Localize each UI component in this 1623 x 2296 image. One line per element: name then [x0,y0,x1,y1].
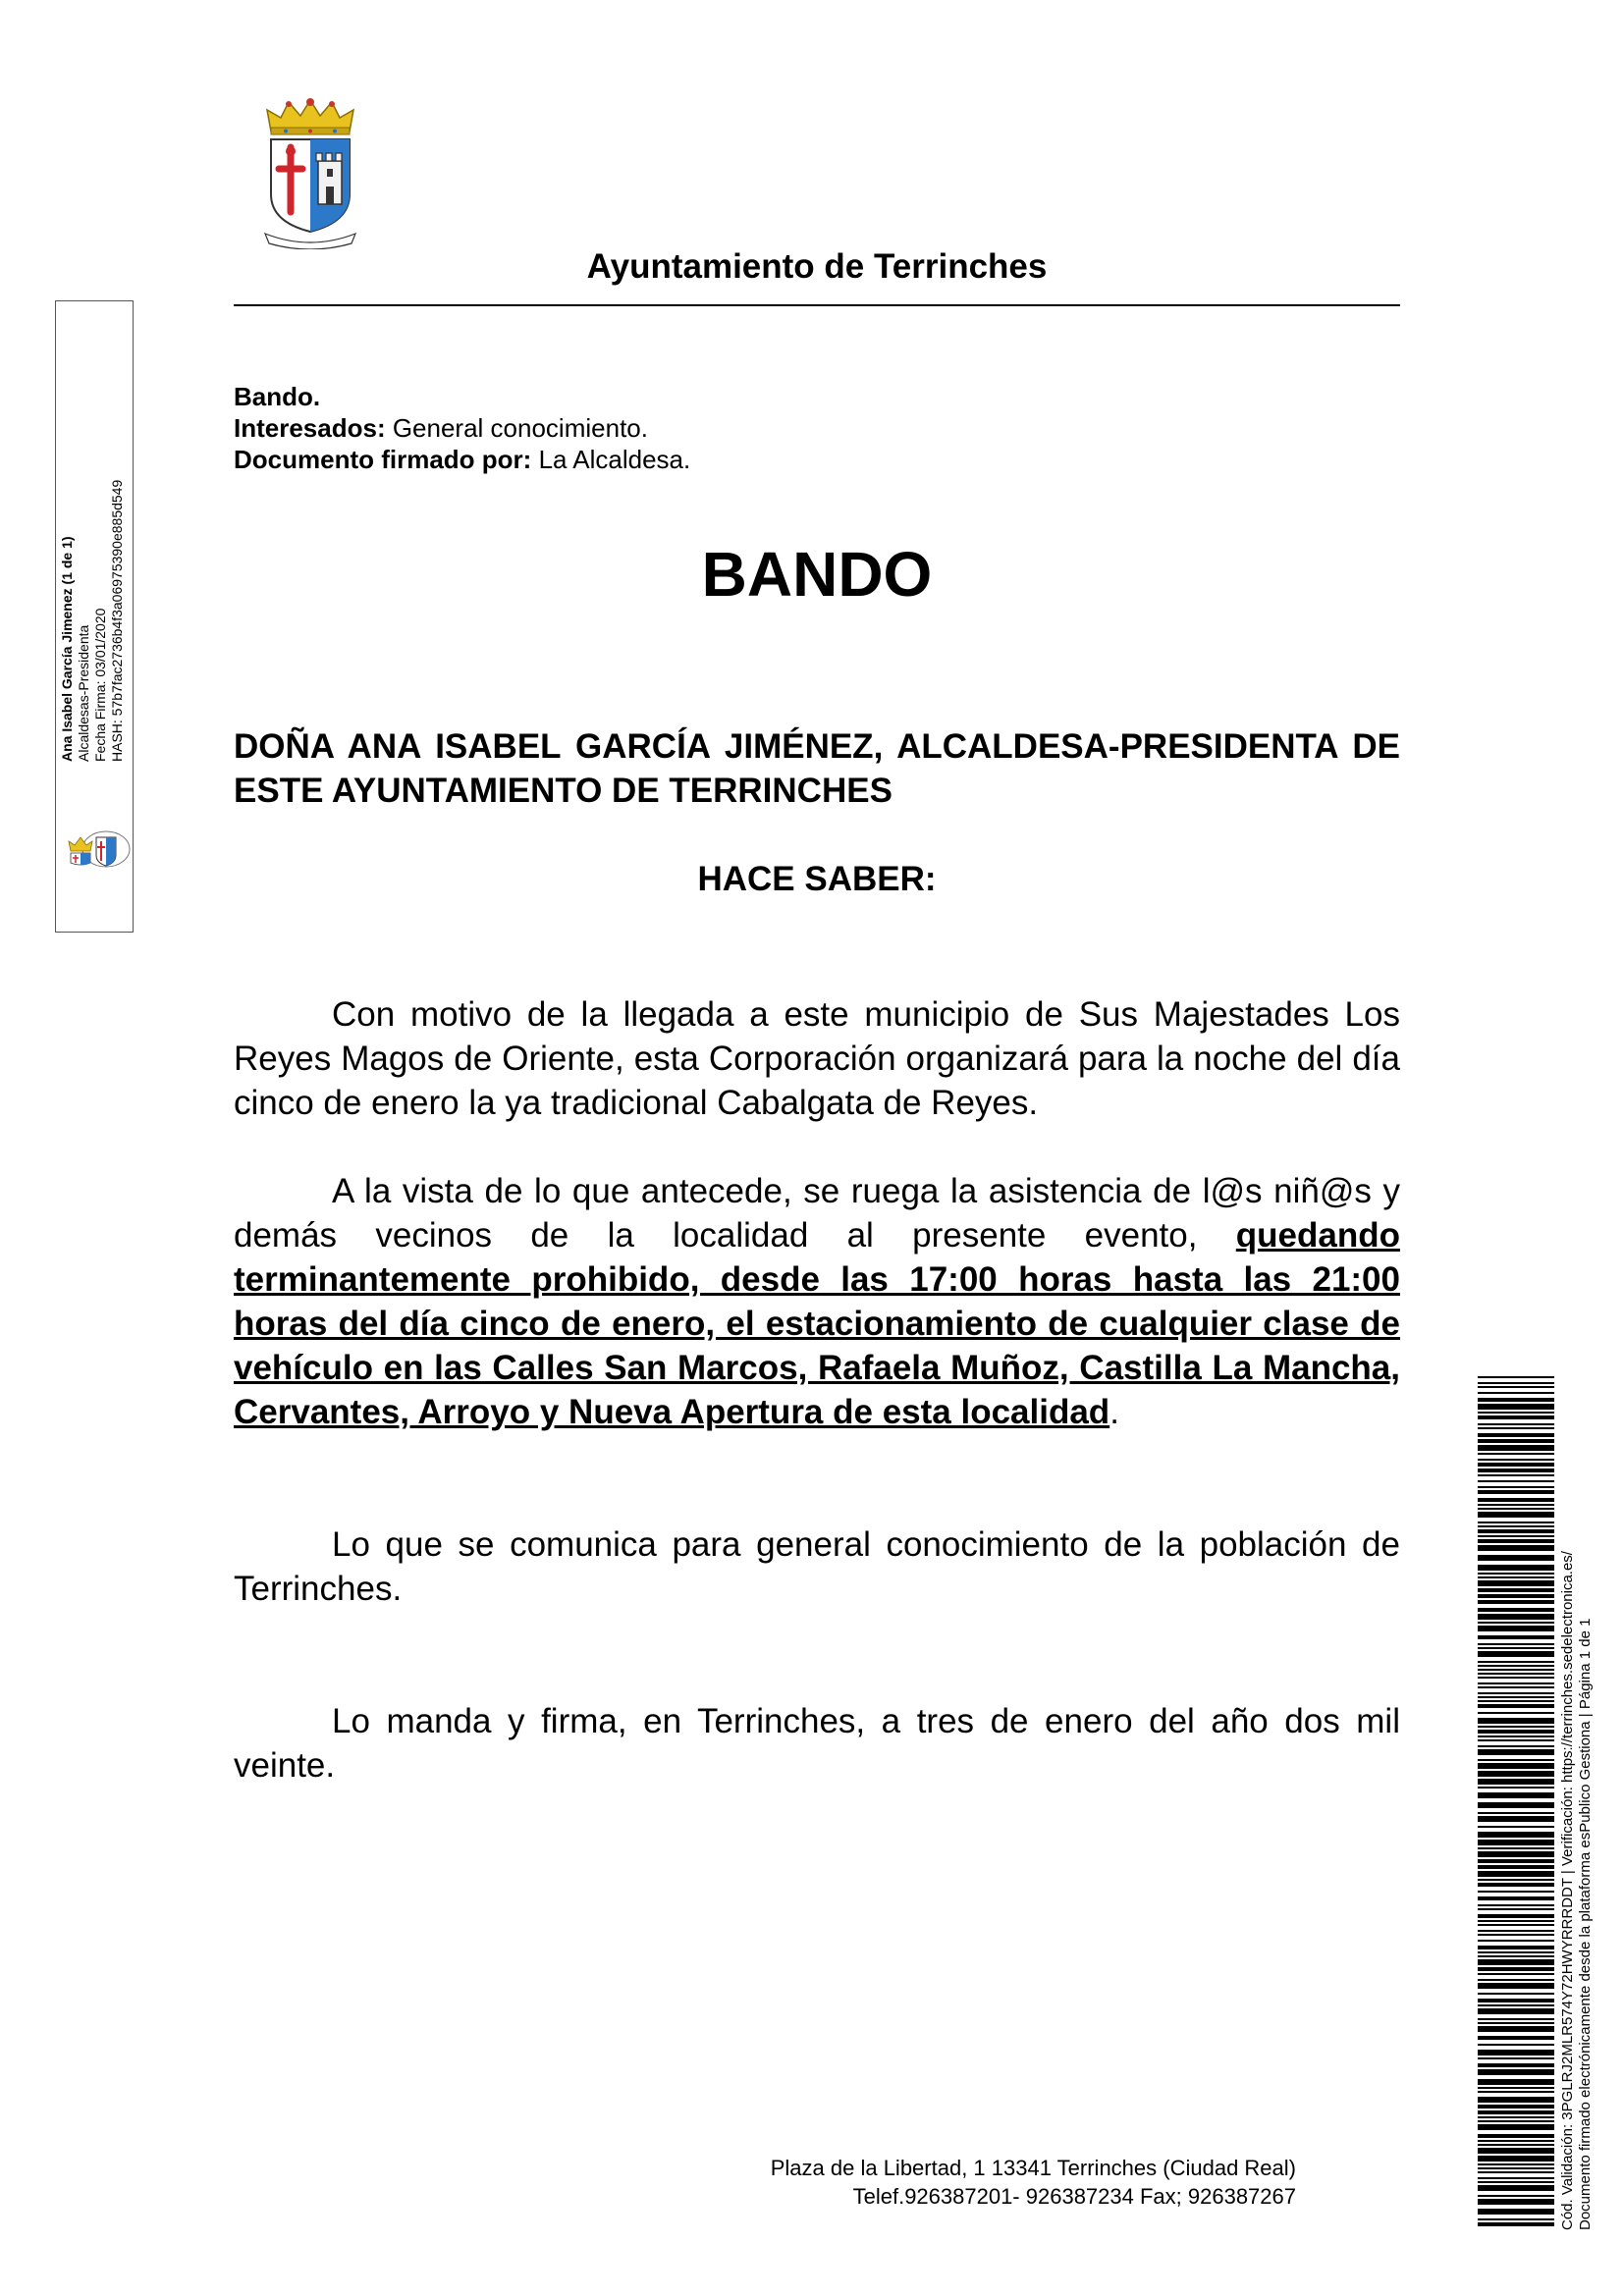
meta-line-signed-by [234,444,690,475]
paragraph-2-tail: . [1109,1393,1119,1431]
body-paragraph-2 [234,1169,1400,1434]
header-divider [234,304,1400,306]
signature-date: Fecha Firma: 03/01/2020 [92,608,108,762]
announcement-heading: HACE SABER: [697,860,937,898]
meta-line-interested [234,412,690,444]
meta-interested-value: General conocimiento. [385,413,648,443]
document-metadata [234,381,690,475]
meta-signed-label: Documento firmado por: [234,445,532,474]
seal-icon [59,829,132,869]
footer-contact [687,2154,1296,2211]
signature-details [59,428,137,762]
document-title: BANDO [701,539,933,610]
paragraph-2-lead: A la vista de lo que antecede, se ruega la asistencia de l@s niñ@s y demás vecinos de la localidad al presente evento, [234,1172,1400,1255]
meta-signed-value: La Alcaldesa. [531,445,691,474]
meta-type-label: Bando. [234,382,321,411]
body-paragraph-1: Con motivo de la llegada a este municipio de Sus Majestades Los Reyes Magos de Oriente, esta Corporación organizará para la noche del día cinco de enero la ya tradicional Cabalgata de Reyes. [234,995,1400,1122]
barcode-icon [1478,1376,1554,2230]
meta-interested-label: Interesados: [234,413,386,443]
footer-phones: Telef.926387201- 926387234 Fax; 926387267 [852,2184,1296,2209]
footer-address: Plaza de la Libertad, 1 13341 Terrinches (Ciudad Real) [770,2156,1296,2180]
validation-text [1559,1386,1598,2230]
coat-of-arms-icon [261,96,359,249]
parking-prohibition-notice: quedando terminantemente prohibido, desde las 17:00 horas hasta las 21:00 horas del día cinco de enero, el estacionamiento de cualquier clase de vehículo en las Calles San Marcos, Rafaela Muñoz, Castilla La Mancha, Cervantes, Arroyo y Nueva Apertura de esta localidad [234,1216,1400,1431]
signature-hash: HASH: 57b7fac2736b4f3a06975390e885d549 [109,479,125,762]
validation-code-line: Cód. Validación: 3PGLRJ2MLR574Y72HWYRRRDDT | Verificación: https://terrinches.sedelectronica.es/ [1559,1551,1576,2230]
validation-platform-line: Documento firmado electrónicamente desde la plataforma esPublico Gestiona | Página 1 de 1 [1577,1618,1594,2230]
signer-role: Alcaldesas-Presidenta [76,624,91,762]
closing-paragraph: Lo manda y firma, en Terrinches, a tres de enero del año dos mil veinte. [234,1702,1400,1785]
body-paragraph-3: Lo que se comunica para general conocimiento de la población de Terrinches. [234,1525,1400,1608]
issuer-heading: DOÑA ANA ISABEL GARCÍA JIMÉNEZ, ALCALDESA-PRESIDENTA DE ESTE AYUNTAMIENTO DE TERRINCHES [234,727,1400,810]
meta-line-type [234,381,690,412]
page-header-title: Ayuntamiento de Terrinches [586,247,1048,286]
signer-name: Ana Isabel García Jimenez (1 de 1) [59,536,75,762]
